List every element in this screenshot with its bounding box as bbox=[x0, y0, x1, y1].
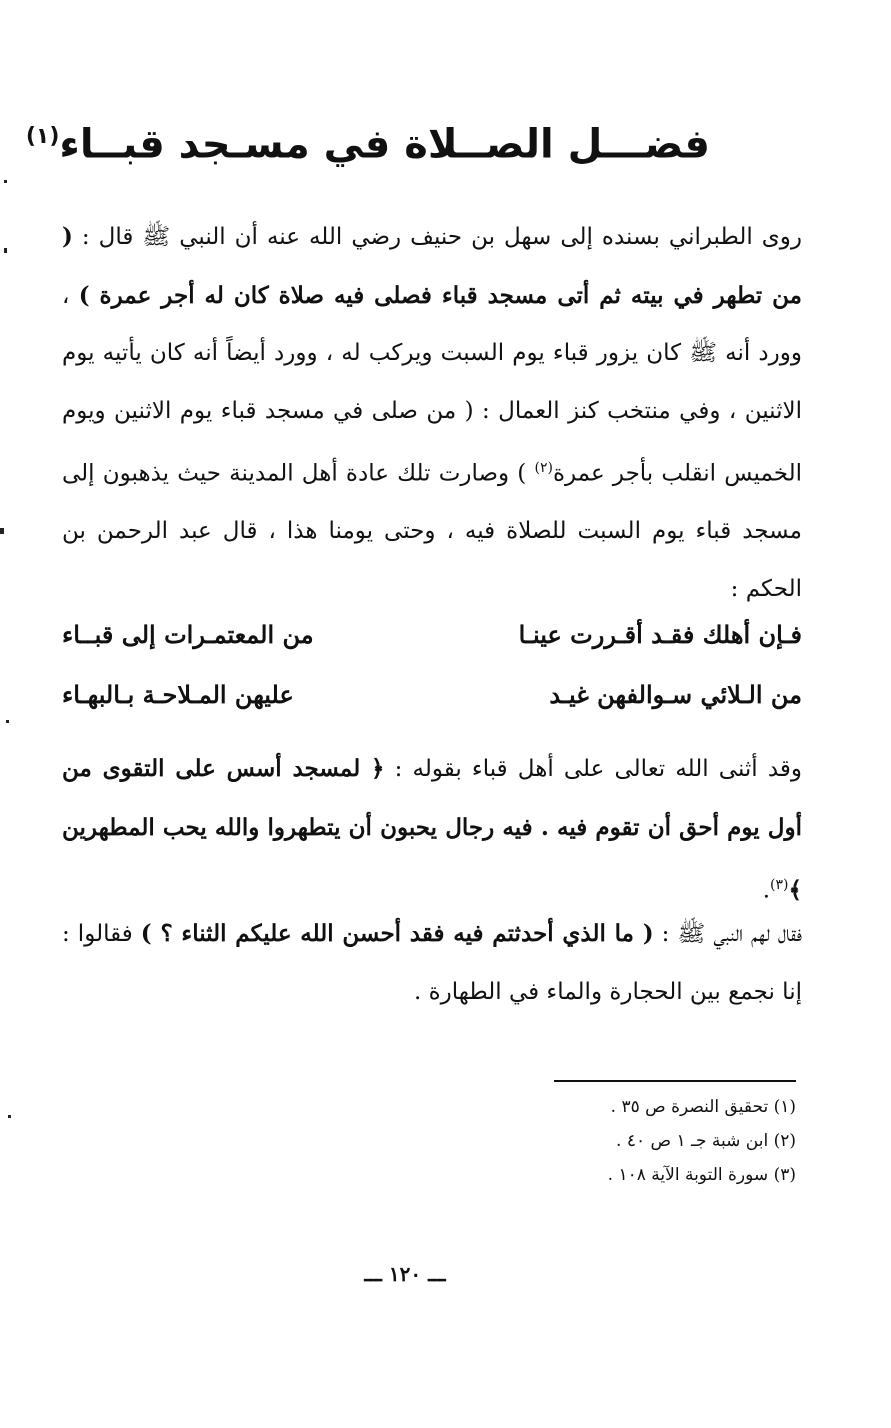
footnote-1: (١) تحقيق النصرة ص ٣٥ . bbox=[610, 1097, 796, 1117]
scan-speck bbox=[8, 1115, 11, 1118]
title-footnote-ref: (١) bbox=[25, 124, 60, 149]
text-run: فقالوا : إنا نجمع بين الحجارة والماء في الطهارة . bbox=[62, 921, 802, 1005]
text-run: ، وورد أنه ﷺ كان يزور قباء يوم السبت ويركب له ، وورد أيضاً أنه كان يأتيه يوم الاثنين ، وفي منتخب كنز العمال : ( من صلى في مسجد قباء يوم الاثنين ويوم الخميس انقلب بأجر عمرة bbox=[62, 282, 802, 487]
paragraph-1 bbox=[62, 208, 802, 618]
footnote-divider bbox=[554, 1080, 796, 1082]
page-number: ـــ ١٢٠ ـــ bbox=[364, 1262, 446, 1286]
verse-line-1-first-hemistich: فـإن أهلك فقـد أقـررت عينـا bbox=[518, 619, 802, 649]
bold-quote: ﴿ لمسجد أسس على التقوى من أول يوم أحق أن تقوم فيه . فيه رجال يحبون أن يتطهروا والله يحب المطهرين ﴾ bbox=[62, 755, 802, 904]
paragraph-2 bbox=[62, 740, 802, 920]
scan-speck bbox=[0, 528, 4, 534]
text-run: ) وصارت تلك عادة أهل المدينة حيث يذهبون إلى مسجد قباء يوم السبت للصلاة فيه ، وحتى يومنا هذا ، قال عبد الرحمن بن الحكم : bbox=[62, 460, 802, 602]
text-run: روى الطبراني بسنده إلى سهل بن حنيف رضي الله عنه أن النبي ﷺ قال : bbox=[72, 224, 802, 250]
verse-line-2-second-hemistich: عليهن المـلاحـة بـالبهـاء bbox=[62, 679, 294, 709]
verse-line-1-second-hemistich: من المعتمـرات إلى قبــاء bbox=[62, 619, 314, 649]
verse-line-1 bbox=[62, 604, 802, 664]
bold-quote: ( من تطهر في بيته ثم أتى مسجد قباء فصلى فيه صلاة كان له أجر عمرة ) bbox=[62, 223, 803, 309]
footnote-2: (٢) ابن شبة جـ ١ ص ٤٠ . bbox=[616, 1131, 796, 1151]
footnote-ref: (٣) bbox=[770, 877, 789, 893]
text-run: فقال لهم النبي ﷺ : bbox=[653, 921, 802, 947]
page-title-text: فضـــل الصــلاة في مسـجد قبــاء bbox=[59, 121, 710, 168]
bold-quote: ( ما الذي أحدثتم فيه فقد أحسن الله عليكم الثناء ؟ ) bbox=[140, 920, 654, 947]
paragraph-3 bbox=[62, 905, 802, 1021]
footnote-ref: (٢) bbox=[534, 460, 553, 476]
footnotes bbox=[500, 1090, 796, 1192]
footnote-3: (٣) سورة التوبة الآية ١٠٨ . bbox=[607, 1165, 796, 1185]
page-title bbox=[25, 108, 710, 173]
verse-line-2-first-hemistich: من الـلائي سـوالفهن غيـد bbox=[549, 679, 802, 709]
scan-speck bbox=[6, 720, 9, 723]
text-run: وقد أثنى الله تعالى على أهل قباء بقوله : bbox=[384, 756, 802, 782]
text-run: . bbox=[762, 877, 771, 904]
verse-line-2 bbox=[62, 664, 802, 724]
scan-speck bbox=[4, 248, 7, 253]
scan-speck bbox=[4, 180, 7, 183]
